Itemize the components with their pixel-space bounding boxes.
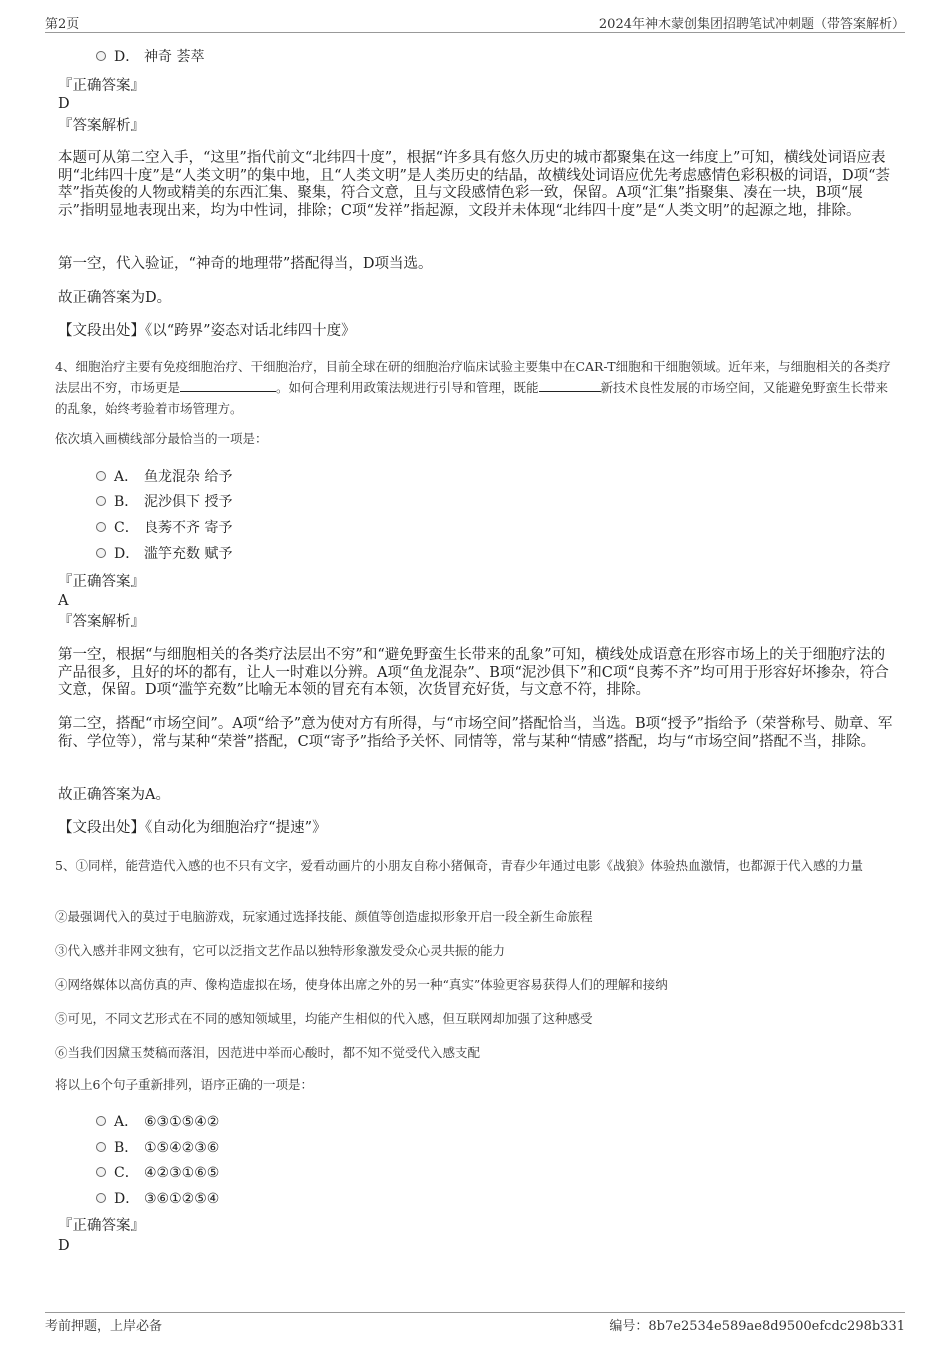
footer-slogan: 考前押题，上岸必备 — [45, 1319, 163, 1334]
page-number: 第2页 — [45, 17, 80, 32]
sentence-2: ②最强调代入的莫过于电脑游戏，玩家通过选择技能、颜值等创造虚拟形象开启一段全新生命旅程 — [55, 909, 593, 924]
sentence-5: ⑤可见，不同文艺形式在不同的感知领域里，均能产生相似的代入感，但互联网却加强了这种感受 — [55, 1011, 593, 1026]
q4-option-c[interactable]: C． 良莠不齐 寄予 — [96, 518, 232, 538]
analysis-label: 『答案解析』 — [58, 614, 145, 630]
sentence-1: 5、①同样，能营造代入感的也不只有文字，爱看动画片的小朋友自称小猪佩奇，青春少年通过电影《战狼》体验热血激情，也都源于代入感的力量 — [55, 858, 863, 873]
radio-icon[interactable] — [96, 1142, 106, 1152]
radio-icon[interactable] — [96, 471, 106, 481]
correct-answer-label: 『正确答案』 — [58, 78, 145, 94]
question-prompt: 依次填入画横线部分最恰当的一项是： — [55, 431, 268, 446]
correct-answer-label: 『正确答案』 — [58, 1218, 145, 1234]
source-citation: 【文段出处】《自动化为细胞治疗“提速”》 — [58, 820, 327, 836]
analysis-paragraph: 第一空，代入验证，“神奇的地理带”搭配得当，D项当选。 — [58, 256, 433, 272]
radio-icon[interactable] — [96, 1167, 106, 1177]
sentence-4: ④网络媒体以高仿真的声、像构造虚拟在场，使身体出席之外的另一种“真实”体验更容易获得人们的理解和接纳 — [55, 977, 668, 992]
analysis-paragraph: 本题可从第二空入手，“这里”指代前文“北纬四十度”，根据“许多具有悠久历史的城市都聚集在这一纬度上”可知，横线处词语应表明“北纬四十度”是“人类文明”的集中地，且“人类文明”是人类历史的结晶，故横线处词语应优先考虑感情色彩积极的词语，D项“荟萃”指英俊的人物或精美的东西汇集、聚集，符合文意，且与文段感情色彩一致，保留。A项“汇集”指聚集、凑在一块，B项“展示”指明显地表现出来，均为中性词，排除；C项“发祥”指起源，文段并未体现“北纬四十度”是“人类文明”的起源之地，排除。 — [58, 150, 891, 219]
question-prompt: 将以上6个句子重新排列，语序正确的一项是： — [55, 1077, 313, 1092]
radio-icon[interactable] — [96, 51, 106, 61]
q3-option-d[interactable]: D． 神奇 荟萃 — [96, 47, 204, 67]
radio-icon[interactable] — [96, 522, 106, 532]
correct-answer: D — [58, 1238, 70, 1254]
document-title: 2024年神木蒙创集团招聘笔试冲刺题（带答案解析） — [598, 17, 905, 32]
q4-option-d[interactable]: D． 滥竽充数 赋予 — [96, 544, 232, 564]
blank-1 — [180, 380, 276, 392]
page-header — [45, 13, 905, 33]
q4-option-b[interactable]: B． 泥沙俱下 授予 — [96, 492, 232, 512]
q5-option-c[interactable]: C． ④②③①⑥⑤ — [96, 1163, 219, 1183]
correct-answer: D — [58, 96, 70, 112]
analysis-paragraph: 第二空，搭配“市场空间”。A项“给予”意为使对方有所得，与“市场空间”搭配恰当，当选。B项“授予”指给予（荣誉称号、勋章、军衔、学位等），常与某种“荣誉”搭配，C项“寄予”指给予关怀、同情等，常与某种“情感”搭配，均与“市场空间”搭配不当，排除。 — [58, 716, 893, 750]
q5-option-b[interactable]: B． ①⑤④②③⑥ — [96, 1138, 219, 1158]
document-id: 编号：8b7e2534e589ae8d9500efcdc298b331 — [609, 1319, 905, 1334]
sentence-3: ③代入感并非网文独有，它可以泛指文艺作品以独特形象激发受众心灵共振的能力 — [55, 943, 506, 958]
radio-icon[interactable] — [96, 548, 106, 558]
sentence-6: ⑥当我们因黛玉焚稿而落泪，因范进中举而心酸时，都不知不觉受代入感支配 — [55, 1045, 481, 1060]
analysis-label: 『答案解析』 — [58, 118, 145, 134]
source-citation: 【文段出处】《以“跨界”姿态对话北纬四十度》 — [58, 323, 356, 339]
radio-icon[interactable] — [96, 496, 106, 506]
analysis-paragraph: 第一空，根据“与细胞相关的各类疗法层出不穷”和“避免野蛮生长带来的乱象”可知，横线处成语意在形容市场上的关于细胞疗法的产品很多，且好的坏的都有，让人一时难以分辨。A项“鱼龙混杂”、B项“泥沙俱下”和C项“良莠不齐”均可用于形容好坏掺杂，符合文意，保留。D项“滥竽充数”比喻无本领的冒充有本领，次货冒充好货，与文意不符，排除。 — [58, 647, 889, 698]
correct-answer: A — [58, 593, 69, 609]
q5-option-a[interactable]: A． ⑥③①⑤④② — [96, 1112, 219, 1132]
blank-2 — [539, 380, 601, 392]
q4-option-a[interactable]: A． 鱼龙混杂 给予 — [96, 467, 232, 487]
question-stem: 4、细胞治疗主要有免疫细胞治疗、干细胞治疗，目前全球在研的细胞治疗临床试验主要集中在CAR-T细胞和干细胞领域。近年来，与细胞相关的各类疗法层出不穷，市场更是 。如何合理利用政策法规进行引导和管理，既能 新技术良性发展的市场空间，又能避免野蛮生长带来的乱象，始终考验着市场管理方。 — [55, 359, 891, 416]
analysis-paragraph: 故正确答案为A。 — [58, 787, 170, 803]
radio-icon[interactable] — [96, 1193, 106, 1203]
radio-icon[interactable] — [96, 1116, 106, 1126]
analysis-paragraph: 故正确答案为D。 — [58, 290, 172, 306]
q5-option-d[interactable]: D． ③⑥①②⑤④ — [96, 1189, 219, 1209]
correct-answer-label: 『正确答案』 — [58, 574, 145, 590]
page-footer — [45, 1312, 905, 1332]
